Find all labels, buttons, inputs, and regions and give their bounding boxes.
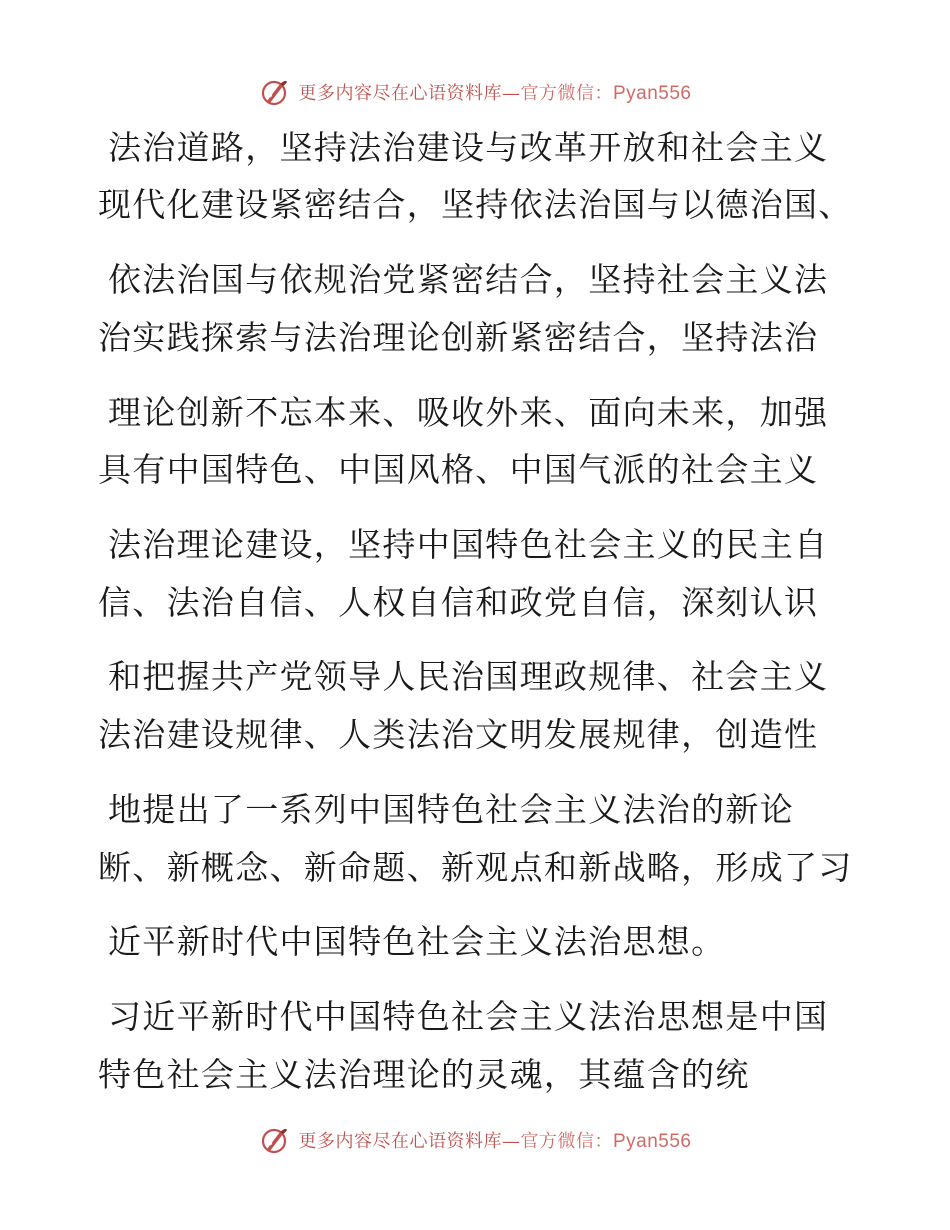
- text-line: 和把握共产党领导人民治国理政规律、社会主义: [108, 657, 829, 696]
- text-line: 法治理论建设，坚持中国特色社会主义的民主自: [108, 525, 829, 564]
- text-line: 信、法治自信、人权自信和政党自信，深刻认识: [98, 583, 819, 622]
- text-line: 法治道路，坚持法治建设与改革开放和社会主义: [108, 128, 829, 167]
- banner-text: 更多内容尽在心语资料库—官方微信：Pyan556: [298, 83, 692, 104]
- text-line: 地提出了一系列中国特色社会主义法治的新论: [108, 790, 794, 829]
- quill-logo-icon: [258, 76, 290, 108]
- text-line: 断、新概念、新命题、新观点和新战略，形成了习: [98, 848, 853, 887]
- text-line: 法治建设规律、人类法治文明发展规律，创造性: [98, 715, 819, 754]
- banner-text: 更多内容尽在心语资料库—官方微信：Pyan556: [298, 1131, 692, 1152]
- text-line: 现代化建设紧密结合，坚持依法治国与以德治国、: [98, 185, 853, 224]
- text-line: 理论创新不忘本来、吸收外来、面向未来，加强: [108, 393, 829, 432]
- text-line: 治实践探索与法治理论创新紧密结合，坚持法治: [98, 318, 819, 357]
- footer-watermark-banner: [0, 1120, 950, 1160]
- header-watermark-banner: [0, 72, 950, 112]
- text-line: 依法治国与依规治党紧密结合，坚持社会主义法: [108, 260, 829, 299]
- quill-logo-icon: [258, 1124, 290, 1156]
- text-line: 近平新时代中国特色社会主义法治思想。: [108, 922, 726, 961]
- text-line: 具有中国特色、中国风格、中国气派的社会主义: [98, 450, 819, 489]
- text-line: 特色社会主义法治理论的灵魂，其蕴含的统: [98, 1055, 750, 1094]
- text-line: 习近平新时代中国特色社会主义法治思想是中国: [108, 997, 829, 1036]
